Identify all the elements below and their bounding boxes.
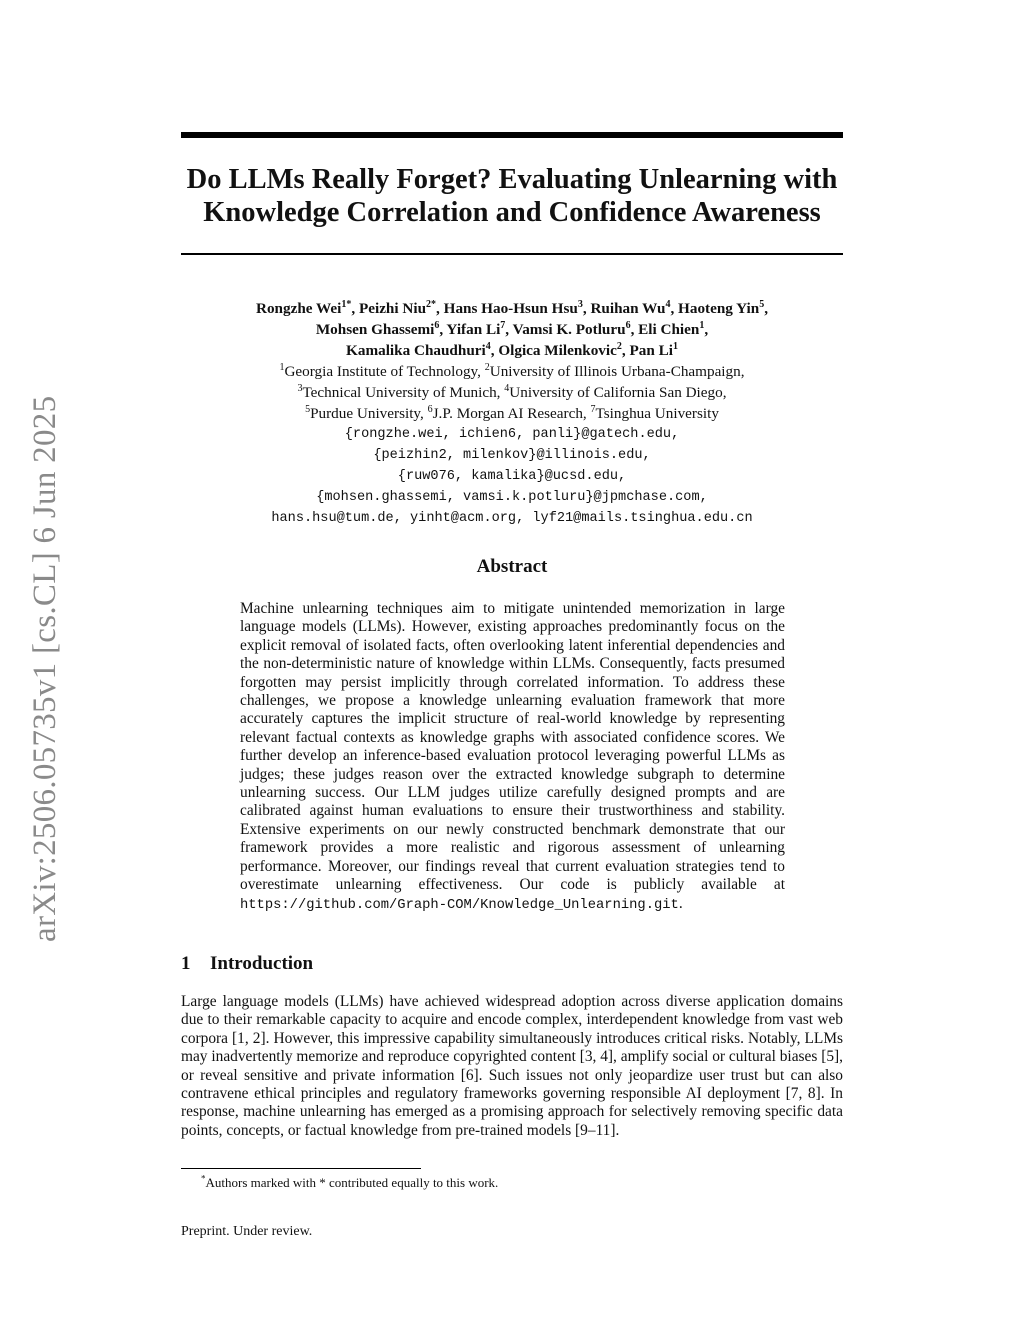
paper-title-line: Do LLMs Really Forget? Evaluating Unlearning with — [186, 164, 838, 195]
paper-title — [181, 163, 843, 229]
abstract-end: . — [678, 894, 683, 912]
affiliation-line — [181, 403, 843, 424]
author-name: Pan Li — [629, 342, 673, 359]
author-affiliation-mark: 4 — [665, 298, 671, 310]
author-name: Kamalika Chaudhuri — [346, 342, 486, 359]
arxiv-identifier: arXiv:2506.05735v1 [cs.CL] 6 Jun 2025 — [27, 395, 63, 942]
author-name: Olgica Milenkovic — [498, 342, 617, 359]
author-names-line — [181, 319, 843, 340]
affiliation-name: Tsinghua University — [595, 405, 719, 422]
footnote-text: Authors marked with * contributed equally to this work. — [205, 1175, 499, 1190]
title-bottom-rule — [181, 253, 843, 255]
affiliation-number: 5 — [305, 403, 311, 415]
author-separator: , — [439, 321, 447, 338]
author-separator: , — [630, 321, 639, 338]
author-affiliation-mark: 6 — [434, 319, 440, 331]
title-top-rule — [181, 132, 843, 138]
section-heading — [181, 952, 313, 976]
email-line: hans.hsu@tum.de, yinht@acm.org, lyf21@mails.tsinghua.edu.cn — [271, 511, 753, 526]
author-affiliation-mark: 1 — [699, 319, 705, 331]
affiliation-name: Purdue University, — [310, 405, 428, 422]
author-name: Rongzhe Wei — [255, 300, 342, 317]
affiliation-number: 6 — [427, 403, 433, 415]
author-name: Vamsi K. Potluru — [512, 321, 626, 338]
affiliation-name: Technical University of Munich, — [302, 384, 505, 401]
author-separator: , — [582, 300, 591, 317]
affiliation-number: 1 — [279, 361, 285, 373]
section-number: 1 — [181, 953, 191, 974]
email-line: {mohsen.ghassemi, vamsi.k.potluru}@jpmchase.com, — [316, 490, 708, 505]
author-affiliation-mark: 7 — [500, 319, 506, 331]
author-affiliation-mark: 5 — [759, 298, 765, 310]
affiliation-name: Georgia Institute of Technology, — [284, 363, 485, 380]
footnote-rule — [181, 1168, 421, 1169]
affiliation-name: University of California San Diego, — [509, 384, 727, 401]
code-repository-link[interactable]: https://github.com/Graph-COM/Knowledge_Unlearning.git — [240, 897, 679, 913]
affiliation-number: 3 — [297, 382, 303, 394]
author-separator: , — [351, 300, 359, 317]
preprint-notice: Preprint. Under review. — [181, 1224, 313, 1239]
author-name: Ruihan Wu — [590, 300, 666, 317]
author-names-line — [181, 340, 843, 361]
author-name: Eli Chien — [638, 321, 700, 338]
author-affiliation-mark: 6 — [625, 319, 631, 331]
author-separator: , — [490, 342, 499, 359]
author-name: Peizhi Niu — [358, 300, 427, 317]
affiliation-line — [181, 382, 843, 403]
affiliation-number: 7 — [590, 403, 596, 415]
author-affiliation-mark: 1 — [672, 340, 678, 352]
author-name: Mohsen Ghassemi — [315, 321, 435, 338]
affiliation-number: 2 — [484, 361, 490, 373]
author-separator: , — [764, 300, 768, 317]
author-affiliation-mark: 4 — [485, 340, 491, 352]
author-separator: , — [505, 321, 513, 338]
abstract-body — [240, 600, 785, 915]
footnote-mark: * — [201, 1173, 206, 1184]
section-title: Introduction — [210, 953, 314, 974]
author-affiliation-mark: 2 — [616, 340, 622, 352]
affiliation-line — [181, 361, 843, 382]
author-separator: , — [621, 342, 630, 359]
author-names-line — [181, 298, 843, 319]
author-name: Yifan Li — [446, 321, 501, 338]
affiliation-name: J.P. Morgan AI Research, — [432, 405, 591, 422]
author-affiliation-mark: 3 — [577, 298, 583, 310]
abstract-heading: Abstract — [476, 556, 548, 577]
author-name: Haoteng Yin — [678, 300, 760, 317]
author-affiliation-mark: 2* — [426, 298, 437, 310]
email-line: {rongzhe.wei, ichien6, panli}@gatech.edu, — [344, 427, 680, 442]
affiliation-name: University of Illinois Urbana-Champaign, — [489, 363, 745, 380]
email-line: {ruw076, kamalika}@ucsd.edu, — [397, 469, 627, 484]
author-separator: , — [704, 321, 709, 338]
abstract-text: Machine unlearning techniques aim to mitigate unintended memorization in large language models (LLMs). However, existing approaches predominantly focus on the explicit removal of isolated facts, often overlooking latent inferential dependencies and the non-deterministic nature of knowledge within LLMs. Consequently, facts presumed forgotten may persist implicitly through correlated information. To address these challenges, we propose a knowledge unlearning evaluation framework that more accurately captures the implicit structure of real-world knowledge by representing relevant factual contexts as knowledge graphs with associated confidence scores. We further develop an inference-based evaluation protocol leveraging powerful LLMs as judges; these judges reason over the extracted knowledge subgraph to determine unlearning success. Our LLM judges utilize carefully designed prompts and are calibrated against human evaluations to ensure their trustworthiness and stability. Extensive experiments on our newly constructed benchmark demonstrate that our framework provides a more realistic and rigorous assessment of unlearning performance. Moreover, our findings reveal that current evaluation strategies tend to overestimate unlearning effectiveness. Our code is publicly available at — [240, 600, 785, 894]
email-line: {peizhin2, milenkov}@illinois.edu, — [373, 448, 651, 463]
author-affiliation-mark: 1* — [341, 298, 352, 310]
footnote — [201, 1174, 498, 1191]
paper-title-line: Knowledge Correlation and Confidence Awareness — [203, 197, 821, 228]
author-separator: , — [436, 300, 444, 317]
author-block — [181, 298, 843, 529]
affiliation-number: 4 — [504, 382, 510, 394]
introduction-paragraph: Large language models (LLMs) have achieved widespread adoption across diverse application domains due to their remarkable capacity to acquire and encode complex, interdependent knowledge from vast web corpora [1, 2]. However, this impressive capability simultaneously introduces critical risks. Notably, LLMs may inadvertently memorize and reproduce copyrighted content [3, 4], amplify social or cultural biases [5], or reveal sensitive and private information [6]. Such issues not only jeopardize user trust but can also contravene ethical principles and regulatory frameworks governing responsible AI deployment [7, 8]. In response, machine unlearning has emerged as a promising approach for selectively removing specific data points, concepts, or factual knowledge from pre-trained models [9–11]. — [181, 993, 843, 1139]
author-name: Hans Hao-Hsun Hsu — [443, 300, 578, 317]
author-separator: , — [670, 300, 679, 317]
